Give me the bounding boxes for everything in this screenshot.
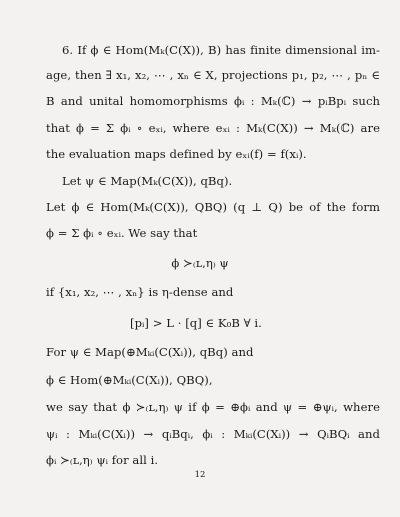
text-line-13: ϕ ∈ Hom(⊕Mₖᵢ(C(Xᵢ)), QBQ),	[46, 373, 213, 387]
text-line-16: ϕᵢ ≻₍ʟ,η₎ ψᵢ for all i.	[46, 453, 159, 467]
text-line-3: B and unital homomorphisms ϕᵢ : Mₖ(ℂ) → pᵢBpᵢ such	[46, 94, 380, 108]
text-line-4: that ϕ = Σ ϕᵢ ∘ eₓᵢ, where eₓᵢ : Mₖ(C(X)) → Mₖ(ℂ) are	[46, 121, 380, 135]
page-number: 12	[194, 470, 206, 480]
text-line-2: age, then ∃ x₁, x₂, ⋯ , xₙ ∈ X, projections p₁, p₂, ⋯ , pₙ ∈	[46, 68, 380, 82]
text-line-5: the evaluation maps defined by eₓᵢ(f) = f(xᵢ).	[46, 147, 307, 161]
text-line-15: ψᵢ : Mₖᵢ(C(Xᵢ)) → qᵢBqᵢ, ϕᵢ : Mₖᵢ(C(Xᵢ)) → QᵢBQᵢ and	[46, 427, 380, 441]
text-line-12: For ψ ∈ Map(⊕Mₖᵢ(C(Xᵢ)), qBq) and	[46, 345, 254, 359]
text-line-7: Let ϕ ∈ Hom(Mₖ(C(X)), QBQ) (q ⊥ Q) be of the form	[46, 200, 380, 214]
text-line-10: if {x₁, x₂, ⋯ , xₙ} is η-dense and	[46, 285, 234, 299]
text-line-14: we say that ϕ ≻₍ʟ,η₎ ψ if ϕ = ⊕ϕᵢ and ψ = ⊕ψᵢ, where	[46, 400, 380, 414]
text-line-6: Let ψ ∈ Map(Mₖ(C(X)), qBq).	[62, 174, 233, 188]
display-relation: ϕ ≻₍ʟ,η₎ ψ	[171, 256, 229, 270]
text-line-1: 6. If ϕ ∈ Hom(Mₖ(C(X)), B) has finite dimensional im-	[62, 43, 380, 57]
text-line-8: ϕ = Σ ϕᵢ ∘ eₓᵢ. We say that	[46, 226, 198, 240]
display-condition: [pᵢ] > L · [q] ∈ K₀B ∀ i.	[130, 316, 262, 330]
